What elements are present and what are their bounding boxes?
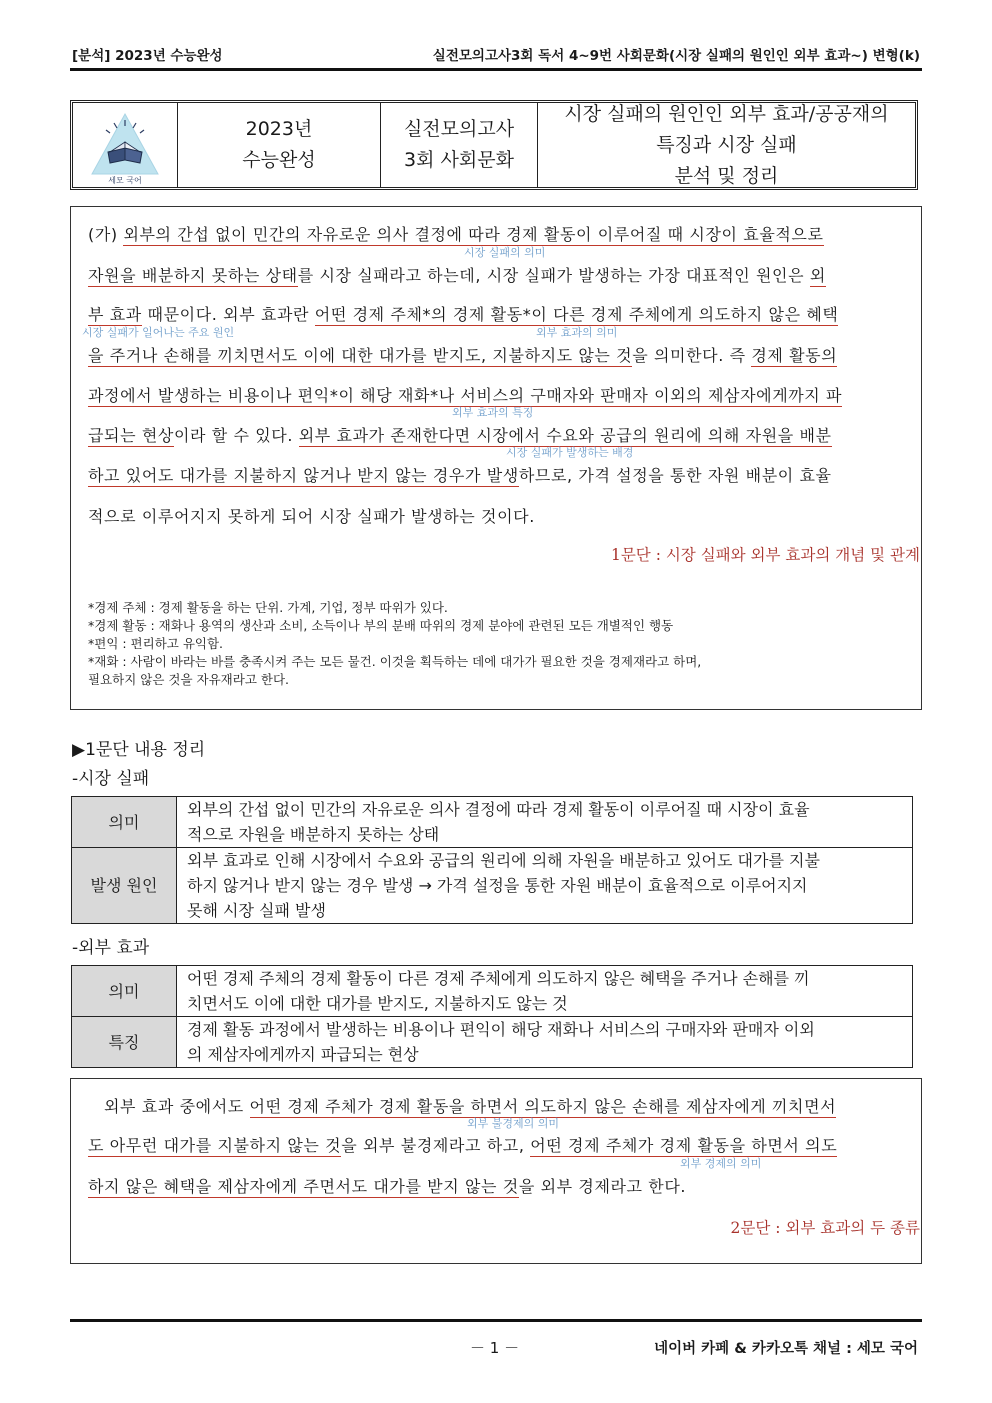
exam-line-1: 실전모의고사: [403, 118, 515, 140]
table-row: [72, 848, 913, 924]
highlight-market-failure-cont: 자원을 배분하지 못하는 상태: [88, 266, 298, 285]
row-key: 의미: [72, 797, 177, 848]
passage-text: (가): [88, 225, 124, 244]
year-cell: [178, 103, 381, 187]
row-key: 발생 원인: [72, 848, 177, 924]
title-block: [70, 100, 918, 190]
highlight-external-effect-cont: 부 효과: [88, 305, 142, 324]
passage-text: 을 외부 경제라고 한다.: [518, 1177, 687, 1196]
topic-line-2: 특징과 시장 실패: [656, 133, 797, 156]
footnote-3: *편익 : 편리하고 유익함.: [88, 636, 224, 651]
row-value: 외부 효과로 인해 시장에서 수요와 공급의 원리에 의해 자원을 배분하고 있어도 대가를 지불 하지 않거나 받지 않는 경우 발생 → 가격 설정을 통한 자원 배분이 효율적으로 이루어지지 못해 시장 실패 발생: [177, 848, 913, 924]
exam-cell: [381, 103, 538, 187]
footnote-2: *경제 활동 : 재화나 용역의 생산과 소비, 소득이나 부의 분배 따위의 경제 분야에 관련된 모든 개별적인 행동: [88, 618, 674, 633]
passage-text: 때문이다. 외부 효과란: [141, 305, 315, 324]
topic-cell: [538, 103, 915, 187]
topic-line-1: 시장 실패의 원인인 외부 효과/공공재의: [564, 102, 889, 125]
row-value: 어떤 경제 주체의 경제 활동이 다른 경제 주체에게 의도하지 않은 혜택을 주거나 손해를 끼 치면서도 이에 대한 대가를 받지도, 지불하지도 않는 것: [177, 966, 913, 1017]
market-failure-table: [71, 796, 913, 924]
annotation-external-effect-feature: 외부 효과의 특징: [452, 406, 534, 419]
exam-line-2: 3회 사회문화: [404, 149, 514, 171]
annotation-market-failure-meaning: 시장 실패의 의미: [464, 246, 546, 259]
footer-rule: [70, 1319, 922, 1322]
passage-text: 하므로, 가격 설정을 통한 자원 배분이 효율: [518, 466, 832, 485]
annotation-main-cause: 시장 실패가 일어나는 주요 원인: [82, 326, 235, 339]
footnote-1: *경제 주체 : 경제 활동을 하는 단위. 가계, 기업, 정부 따위가 있다.: [88, 600, 448, 615]
section-title: ▶1문단 내용 정리: [72, 740, 206, 760]
row-key: 의미: [72, 966, 177, 1017]
highlight-positive-externality: 어떤 경제 주체가 경제 활동을 하면서 의도: [530, 1136, 838, 1155]
highlight-external-effect-meaning: 어떤 경제 주체*의 경제 활동*이 다른 경제 주체에게 의도하지 않은 혜택: [314, 305, 839, 324]
footer-channel: 네이버 카페 & 카카오톡 채널 : 세모 국어: [654, 1341, 918, 1357]
year-line-2: 수능완성: [242, 149, 316, 171]
highlight-background-cont: 하고 있어도 대가를 지불하지 않거나 받지 않는 경우가 발생: [88, 466, 519, 485]
highlight-positive-externality-cont: 하지 않은 혜택을 제삼자에게 주면서도 대가를 받지 않는 것: [88, 1177, 519, 1196]
header-rule: [70, 68, 922, 71]
annotation-background: 시장 실패가 발생하는 배경: [506, 446, 634, 459]
passage-1-line-5: [88, 383, 842, 406]
external-effect-table: [71, 965, 913, 1068]
highlight-market-failure: 외부의 간섭 없이 민간의 자유로운 의사 결정에 따라 경제 활동이 이루어질 때 시장이 효율적으로: [123, 225, 824, 244]
page-number: － 1 －: [470, 1339, 520, 1357]
passage-text: 외부 효과 중에서도: [104, 1097, 250, 1116]
highlight-external-effect-feature-end: 급되는 현상: [88, 426, 174, 445]
logo-caption: 세모 국어: [108, 176, 142, 185]
row-key: 특징: [72, 1017, 177, 1068]
subsection-external-effect: -외부 효과: [72, 938, 150, 958]
header-right: 실전모의고사3회 독서 4~9번 사회문화(시장 실패의 원인인 외부 효과~) 변형(k): [432, 48, 920, 64]
passage-2-line-3: [88, 1174, 686, 1197]
row-value: 외부의 간섭 없이 민간의 자유로운 의사 결정에 따라 경제 활동이 이루어질 때 시장이 효율 적으로 자원을 배분하지 못하는 상태: [177, 797, 913, 848]
passage-1-line-2: [88, 263, 826, 286]
logo: [88, 108, 162, 185]
table-row: [72, 797, 913, 848]
annotation-negative-externality: 외부 불경제의 의미: [467, 1117, 560, 1130]
row-value: 경제 활동 과정에서 발생하는 비용이나 편익이 해당 재화나 서비스의 구매자와 판매자 이외 의 제삼자에게까지 파급되는 현상: [177, 1017, 913, 1068]
passage-1-line-6: [88, 423, 832, 446]
passage-1-line-7: [88, 463, 832, 486]
passage-1-line-3: [88, 302, 838, 325]
highlight-external-effect-feature: 경제 활동의: [751, 346, 838, 365]
logo-cell: [73, 103, 178, 187]
highlight-external-effect-meaning-cont: 을 주거나 손해를 끼치면서도 이에 대한 대가를 받지도, 지불하지도 않는 것: [88, 346, 633, 365]
subsection-market-failure: -시장 실패: [72, 769, 150, 789]
highlight-negative-externality: 어떤 경제 주체가 경제 활동을 하면서 의도하지 않은 손해를 제삼자에게 끼치면서: [249, 1097, 837, 1116]
highlight-external-effect-feature-cont: 과정에서 발생하는 비용이나 편익*이 해당 재화*나 서비스의 구매자와 판매자 이외의 제삼자에게까지 파: [88, 386, 843, 405]
passage-text: 을 외부 불경제라고 하고,: [341, 1136, 531, 1155]
header-left: [분석] 2023년 수능완성: [72, 48, 223, 64]
table-row: [72, 1017, 913, 1068]
footnote-4: *재화 : 사람이 바라는 바를 충족시켜 주는 모든 물건. 이것을 획득하는 데에 대가가 필요한 것을 경제재라고 하며,: [88, 654, 702, 669]
passage-text: 이라 할 수 있다.: [173, 426, 299, 445]
topic-line-3: 분석 및 정리: [674, 164, 779, 187]
year-line-1: 2023년: [245, 118, 313, 140]
table-row: [72, 966, 913, 1017]
passage-text: 를 시장 실패라고 하는데, 시장 실패가 발생하는 가장 대표적인 원인은: [297, 266, 810, 285]
highlight-external-effect: 외: [809, 266, 826, 285]
highlight-negative-externality-cont: 도 아무런 대가를 지불하지 않는 것: [88, 1136, 342, 1155]
passage-2-line-2: [88, 1133, 837, 1156]
passage-1-line-4: [88, 343, 837, 366]
passage-text: 을 의미한다. 즉: [632, 346, 752, 365]
passage-1-line-8: 적으로 이루어지지 못하게 되어 시장 실패가 발생하는 것이다.: [88, 507, 535, 526]
highlight-background: 외부 효과가 존재한다면 시장에서 수요와 공급의 원리에 의해 자원을 배분: [298, 426, 832, 445]
footnote-4-cont: 필요하지 않은 것을 자유재라고 한다.: [88, 672, 289, 687]
paragraph-1-summary: 1문단 : 시장 실패와 외부 효과의 개념 및 관계: [610, 546, 920, 564]
annotation-positive-externality: 외부 경제의 의미: [680, 1157, 762, 1170]
passage-1-line-1: [88, 222, 824, 245]
paragraph-2-summary: 2문단 : 외부 효과의 두 종류: [730, 1219, 920, 1237]
passage-2-line-1: [104, 1094, 836, 1117]
annotation-external-effect-meaning: 외부 효과의 의미: [536, 326, 618, 339]
